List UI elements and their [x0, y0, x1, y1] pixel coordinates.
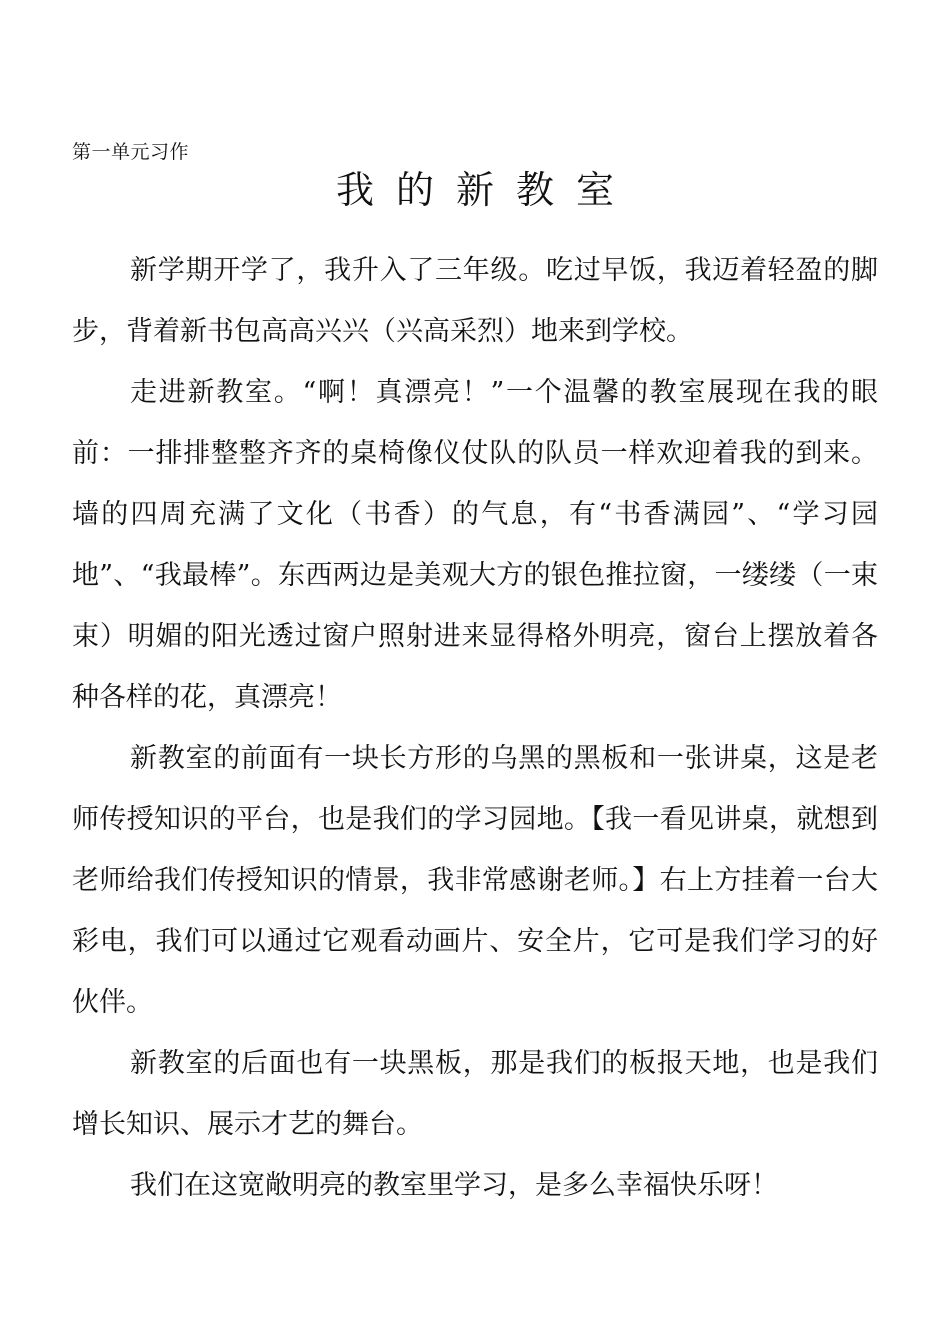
paragraph-1: 新学期开学了，我升入了三年级。吃过早饭，我迈着轻盈的脚步，背着新书包高高兴兴（兴高采烈）地来到学校。 — [72, 255, 878, 347]
paragraph-4: 新教室的后面也有一块黑板，那是我们的板报天地，也是我们增长知识、展示才艺的舞台。 — [72, 1048, 878, 1140]
paragraph-2: 走进新教室。“啊！真漂亮！”一个温馨的教室展现在我的眼前：一排排整整齐齐的桌椅像仪仗队的队员一样欢迎着我的到来。墙的四周充满了文化（书香）的气息，有“书香满园”、“学习园地”、“我最棒”。东西两边是美观大方的银色推拉窗，一缕缕（一束束）明媚的阳光透过窗户照射进来显得格外明亮，窗台上摆放着各种各样的花，真漂亮！ — [72, 377, 878, 713]
essay-body — [72, 240, 878, 1216]
paragraph-5: 我们在这宽敞明亮的教室里学习，是多么幸福快乐呀！ — [130, 1170, 778, 1201]
essay-title: 我的新教室 — [335, 168, 636, 212]
unit-label: 第一单元习作 — [72, 141, 190, 163]
paragraph-3: 新教室的前面有一块长方形的乌黑的黑板和一张讲桌，这是老师传授知识的平台，也是我们的学习园地。【我一看见讲桌，就想到老师给我们传授知识的情景，我非常感谢老师。】右上方挂着一台大彩电，我们可以通过它观看动画片、安全片，它可是我们学习的好伙伴。 — [72, 743, 878, 1018]
